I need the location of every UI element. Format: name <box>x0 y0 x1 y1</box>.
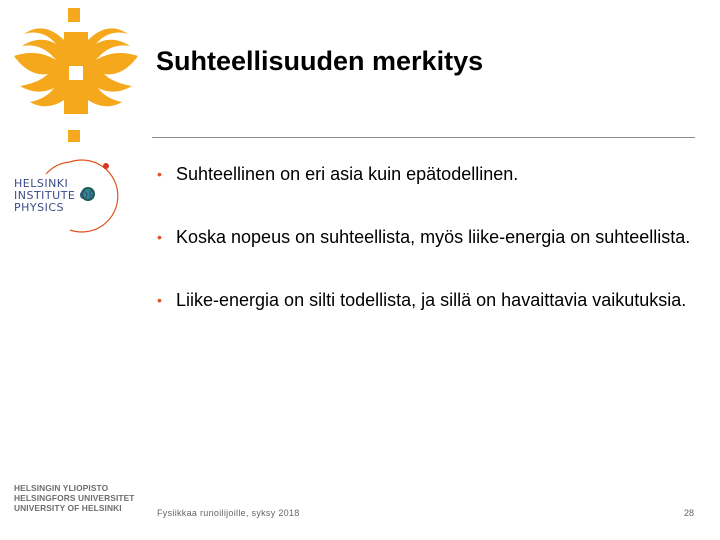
slide-title: Suhteellisuuden merkitys <box>156 46 484 76</box>
page-number: 28 <box>683 508 694 518</box>
bullet-text: Suhteellinen on eri asia kuin epätodellinen. <box>176 164 519 184</box>
bullet-item <box>157 226 697 249</box>
bullet-icon: • <box>157 166 162 182</box>
bullet-text: Koska nopeus on suhteellista, myös liike-energia on suhteellista. <box>176 227 691 247</box>
university-line-fi: HELSINGIN YLIOPISTO <box>14 483 109 493</box>
bullet-list <box>157 163 697 352</box>
university-flame-logo-icon <box>6 4 146 144</box>
institute-line-1: HELSINKI <box>14 177 69 190</box>
university-line-sv: HELSINGFORS UNIVERSITET <box>14 493 135 503</box>
bullet-item <box>157 163 697 186</box>
bullet-icon: • <box>157 229 162 245</box>
bullet-text: Liike-energia on silti todellista, ja sillä on havaittavia vaikutuksia. <box>176 290 687 310</box>
institute-line-2: INSTITUTE OF <box>14 189 96 202</box>
institute-line-3: PHYSICS <box>14 201 65 214</box>
bullet-icon: • <box>157 292 162 308</box>
title-divider <box>152 137 695 138</box>
bullet-item <box>157 289 697 312</box>
footer-course-title: Fysiikkaa runoilijoille, syksy 2018 <box>157 508 300 518</box>
university-wordmark <box>14 483 135 513</box>
university-line-en: UNIVERSITY OF HELSINKI <box>14 503 122 513</box>
